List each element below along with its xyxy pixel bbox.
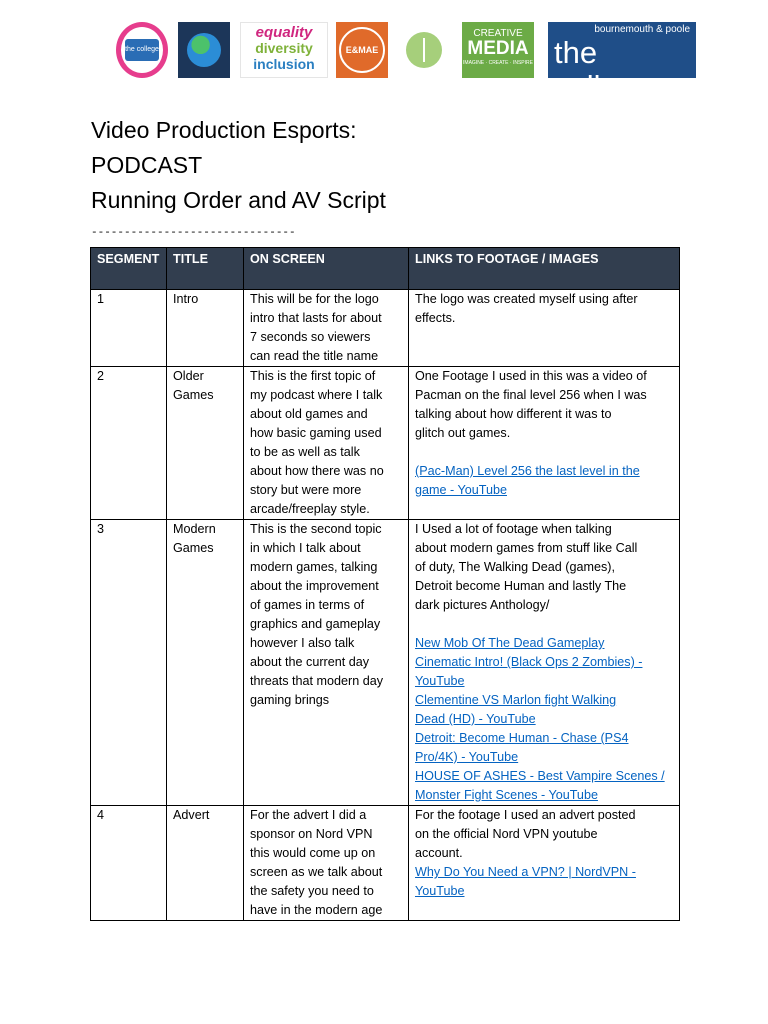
document-title — [91, 113, 386, 218]
footage-link-nordvpn[interactable]: Why Do You Need a VPN? | NordVPN - YouTube — [415, 865, 636, 898]
on-screen-cell: This is the first topic of my podcast where I talk about old games and how basic gaming used to be as well as talk about how there was no story but were more arcade/freeplay style. — [244, 367, 409, 520]
sustainability-logo — [398, 22, 450, 78]
links-cell — [409, 290, 680, 367]
bournemouth-poole-college-logo — [548, 22, 696, 104]
segment-cell: 1 — [91, 290, 167, 367]
footage-link-mob-of-the-dead[interactable]: New Mob Of The Dead Gameplay Cinematic Intro! (Black Ops 2 Zombies) - YouTube — [415, 636, 643, 688]
table-row — [91, 806, 680, 921]
footage-link-walking-dead[interactable]: Clementine VS Marlon fight Walking Dead (HD) - YouTube — [415, 693, 617, 726]
table-row — [91, 290, 680, 367]
links-cell — [409, 520, 680, 806]
title-cell: Advert — [167, 806, 244, 921]
college-logo-line2: the college — [554, 35, 653, 104]
globe-icon — [187, 33, 221, 67]
header-on-screen: ON SCREEN — [244, 248, 409, 290]
edi-line1: equality — [255, 24, 313, 41]
footage-notes: One Footage I used in this was a video of Pacman on the final level 256 when I was talking about how different it was to glitch out games. — [415, 369, 647, 440]
on-screen-cell: This is the second topic in which I talk about modern games, talking about the improvement of games in terms of graphics and gameplay however I also talk about the current day threats that modern day gaming brings — [244, 520, 409, 806]
header-segment: SEGMENT — [91, 248, 167, 290]
title-cell: Older Games — [167, 367, 244, 520]
edi-line3: inclusion — [253, 56, 315, 72]
table-row — [91, 520, 680, 806]
spacer — [415, 615, 673, 634]
cm-line1: CREATIVE — [473, 28, 523, 39]
leaf-icon — [406, 32, 442, 68]
footage-notes: I Used a lot of footage when talking about modern games from stuff like Call of duty, The Walking Dead (games), Detroit become Human and lastly The dark pictures Anthology/ — [415, 522, 638, 612]
footage-link-house-of-ashes[interactable]: HOUSE OF ASHES - Best Vampire Scenes / Monster Fight Scenes - YouTube — [415, 769, 665, 802]
globe-logo — [178, 22, 230, 78]
cm-line2: MEDIA — [467, 38, 529, 59]
segment-cell: 3 — [91, 520, 167, 806]
segment-cell: 4 — [91, 806, 167, 921]
cm-line3: IMAGINE · CREATE · INSPIRE — [463, 60, 533, 66]
spacer — [415, 443, 673, 462]
footage-notes: For the footage I used an advert posted on the official Nord VPN youtube account. — [415, 808, 636, 860]
title-line-1: Video Production Esports: — [91, 117, 357, 143]
links-cell — [409, 367, 680, 520]
title-cell: Modern Games — [167, 520, 244, 806]
segment-cell: 2 — [91, 367, 167, 520]
links-cell — [409, 806, 680, 921]
logo-bar — [116, 22, 696, 104]
table-row — [91, 367, 680, 520]
title-line-3: Running Order and AV Script — [91, 187, 386, 213]
separator-line: ------------------------------- — [91, 227, 296, 239]
footage-link-pacman[interactable]: (Pac-Man) Level 256 the last level in the game - YouTube — [415, 464, 640, 497]
header-links: LINKS TO FOOTAGE / IMAGES — [409, 248, 680, 290]
college-badge-text: the college — [125, 39, 159, 61]
footage-link-detroit[interactable]: Detroit: Become Human - Chase (PS4 Pro/4K) - YouTube — [415, 731, 629, 764]
edi-logo — [240, 22, 328, 78]
emae-logo — [336, 22, 388, 78]
table-header-row — [91, 248, 680, 290]
college-badge-logo — [116, 22, 168, 78]
creative-media-logo — [462, 22, 534, 78]
footage-notes: The logo was created myself using after effects. — [415, 292, 638, 325]
title-line-2: PODCAST — [91, 152, 203, 178]
emae-text: E&MAE — [339, 27, 385, 73]
header-title: TITLE — [167, 248, 244, 290]
on-screen-cell: For the advert I did a sponsor on Nord VPN this would come up on screen as we talk about the safety you need to have in the modern age — [244, 806, 409, 921]
running-order-table — [90, 247, 680, 921]
college-logo-line1: bournemouth & poole — [594, 24, 690, 35]
edi-line2: diversity — [255, 40, 313, 56]
on-screen-cell: This will be for the logo intro that lasts for about 7 seconds so viewers can read the title name — [244, 290, 409, 367]
title-cell: Intro — [167, 290, 244, 367]
